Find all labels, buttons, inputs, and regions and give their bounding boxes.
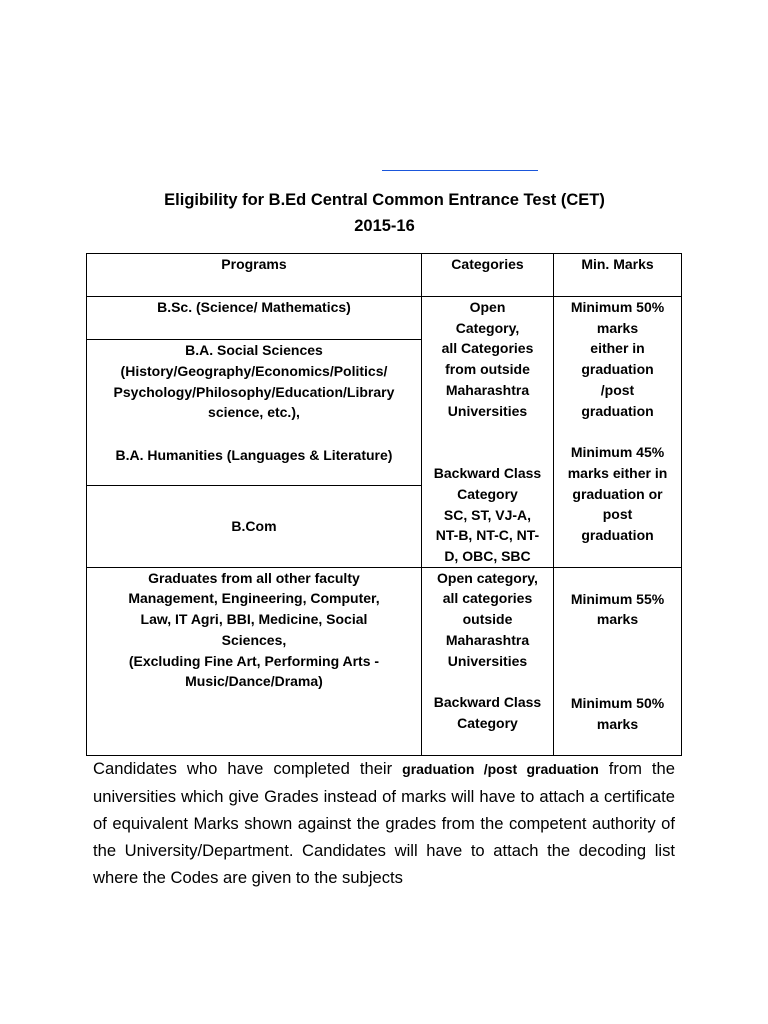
program-ba-social-sciences: B.A. Social Sciences (History/Geography/Economics/Politics/ Psychology/Philosophy/Education/Library science, etc.),	[87, 340, 422, 425]
program-bcom: B.Com	[87, 486, 422, 567]
eligibility-table	[86, 253, 682, 756]
header-programs: Programs	[87, 254, 422, 297]
categories-group-2: Open category, all categories outside Maharashtra Universities Backward Class Category	[421, 567, 553, 755]
min-marks-group-2: Minimum 55% marks Minimum 50% marks	[554, 567, 682, 755]
table-header-row	[87, 254, 682, 297]
hyperlink-underline[interactable]	[382, 170, 538, 171]
grades-instructions-paragraph	[93, 755, 675, 891]
table-row	[87, 297, 682, 340]
min-marks-group-1: Minimum 50% marks either in graduation /post graduation Minimum 45% marks either in graduation or post graduation	[554, 297, 682, 568]
header-categories: Categories	[421, 254, 553, 297]
program-ba-humanities: B.A. Humanities (Languages & Literature)	[87, 424, 422, 486]
table-row	[87, 567, 682, 755]
paragraph-emphasis: graduation /post graduation	[402, 761, 599, 777]
page-subtitle-year: 2015-16	[354, 217, 415, 235]
program-bsc: B.Sc. (Science/ Mathematics)	[87, 297, 422, 340]
paragraph-text-end: from the universities which give Grades instead of marks will have to attach a certificate of equivalent Marks shown against the grades from the competent authority of the University/Department. Candidates will have to attach the decoding list where the Codes are given to the subjects	[93, 759, 676, 887]
program-other-graduates: Graduates from all other faculty Management, Engineering, Computer, Law, IT Agri, BBI, Medicine, Social Sciences, (Excluding Fine Art, Performing Arts - Music/Dance/Drama)	[87, 567, 422, 755]
header-min-marks: Min. Marks	[554, 254, 682, 297]
page-title: Eligibility for B.Ed Central Common Entrance Test (CET)	[164, 191, 605, 209]
paragraph-text-start: Candidates who have completed their	[93, 759, 403, 778]
categories-group-1: Open Category, all Categories from outside Maharashtra Universities Backward Class Category SC, ST, VJ-A, NT-B, NT-C, NT- D, OBC, SBC	[421, 297, 553, 568]
